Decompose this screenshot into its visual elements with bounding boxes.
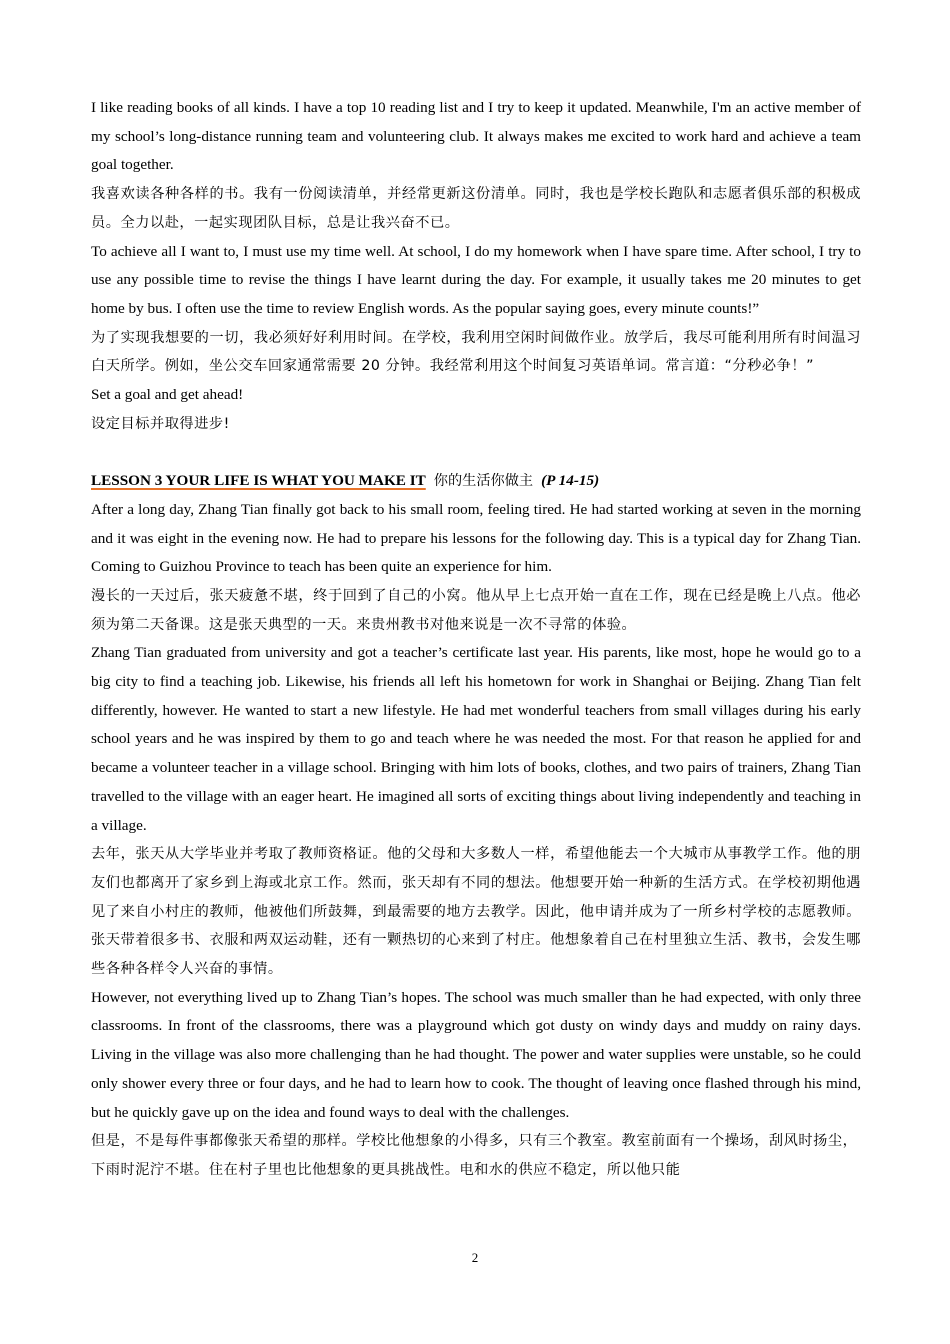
section-spacer	[91, 438, 861, 467]
paragraph-cn-time: 为了实现我想要的一切，我必须好好利用时间。在学校，我利用空闲时间做作业。放学后，我尽可能利用所有时间温习白天所学。例如，坐公交车回家通常需要 20 分钟。我经常利用这个时间复习英语单词。常言道：“分秒必争！”	[91, 329, 861, 375]
paragraph-en-graduated: Zhang Tian graduated from university and got a teacher’s certificate last year. His parents, like most, hope he would go to a big city to find a teaching job. Likewise, his friends all left his hometown for work in Shanghai or Beijing. Zhang Tian felt differently, however. He wanted to start a new lifestyle. He had met wonderful teachers from small villages during his early school years and he was inspired by them to go and teach where he was needed the most. For that reason he applied for and became a volunteer teacher in a village school. Bringing with him lots of books, clothes, and two pairs of trainers, Zhang Tian travelled to the village with an eager heart. He imagined all sorts of exciting things about living independently and teaching in a village.	[91, 644, 861, 834]
paragraph-en-hopes: However, not everything lived up to Zhang Tian’s hopes. The school was much smaller than he had expected, with only three classrooms. In front of the classrooms, there was a playground which got dusty on windy days and muddy on rainy days. Living in the village was also more challenging than he had thought. The power and water supplies were unstable, so he could only shower every three or four days, and he had to learn how to cook. The thought of leaving once flashed through his mind, but he quickly gave up on the idea and found ways to deal with the challenges.	[91, 988, 861, 1121]
paragraph-en-time: To achieve all I want to, I must use my time well. At school, I do my homework when I have spare time. After school, I try to use any possible time to revise the things I have learnt during the day. For example, it usually takes me 20 minutes to get home by bus. I often use the time to review English words. As the popular saying goes, every minute counts!”	[91, 242, 861, 317]
lesson-title-cn: 你的生活你做主	[433, 473, 534, 490]
paragraph-cn-hopes: 但是，不是每件事都像张天希望的那样。学校比他想象的小得多，只有三个教室。教室前面有一个操场，刮风时扬尘，下雨时泥泞不堪。住在村子里也比他想象的更具挑战性。电和水的供应不稳定，所以他只能	[91, 1133, 858, 1178]
paragraph-en-goal: Set a goal and get ahead!	[91, 386, 244, 404]
page-number: 2	[471, 1250, 479, 1265]
paragraph-en-long-day: After a long day, Zhang Tian finally got back to his small room, feeling tired. He had started working at seven in the morning and it was eight in the evening now. He had to prepare his lessons for the following day. This is a typical day for Zhang Tian. Coming to Guizhou Province to teach has been quite an experience for him.	[91, 500, 861, 576]
lesson-title: LESSON 3 YOUR LIFE IS WHAT YOU MAKE IT	[91, 472, 426, 490]
paragraph-cn-long-day: 漫长的一天过后，张天疲惫不堪，终于回到了自己的小窝。他从早上七点开始一直在工作，现在已经是晚上八点。他必须为第二天备课。这是张天典型的一天。来贵州教书对他来说是一次不寻常的体验。	[91, 587, 861, 633]
paragraph-en-reading: I like reading books of all kinds. I have a top 10 reading list and I try to keep it updated. Meanwhile, I'm an active member of my school’s long-distance running team and volunteering club. It always makes me excited to work hard and achieve a team goal together.	[91, 99, 861, 174]
paragraph-cn-graduated: 去年，张天从大学毕业并考取了教师资格证。他的父母和大多数人一样，希望他能去一个大城市从事教学工作。他的朋友们也都离开了家乡到上海或北京工作。然而，张天却有不同的想法。他想要开始一种新的生活方式。在学校初期他遇见了来自小村庄的教师，他被他们所鼓舞，到最需要的地方去教学。因此，他申请并成为了一所乡村学校的志愿教师。张天带着很多书、衣服和两双运动鞋，还有一颗热切的心来到了村庄。他想象着自己在村里独立生活、教书，会发生哪些各种各样令人兴奋的事情。	[91, 846, 861, 978]
paragraph-cn-goal: 设定目标并取得进步!	[91, 415, 230, 432]
lesson-heading	[91, 467, 861, 496]
document-body	[91, 94, 861, 1185]
paragraph-cn-reading: 我喜欢读各种各样的书。我有一份阅读清单，并经常更新这份清单。同时，我也是学校长跑队和志愿者俱乐部的积极成员。全力以赴，一起实现团队目标，总是让我兴奋不已。	[91, 186, 861, 231]
lesson-page-range: (P 14-15)	[541, 472, 600, 490]
